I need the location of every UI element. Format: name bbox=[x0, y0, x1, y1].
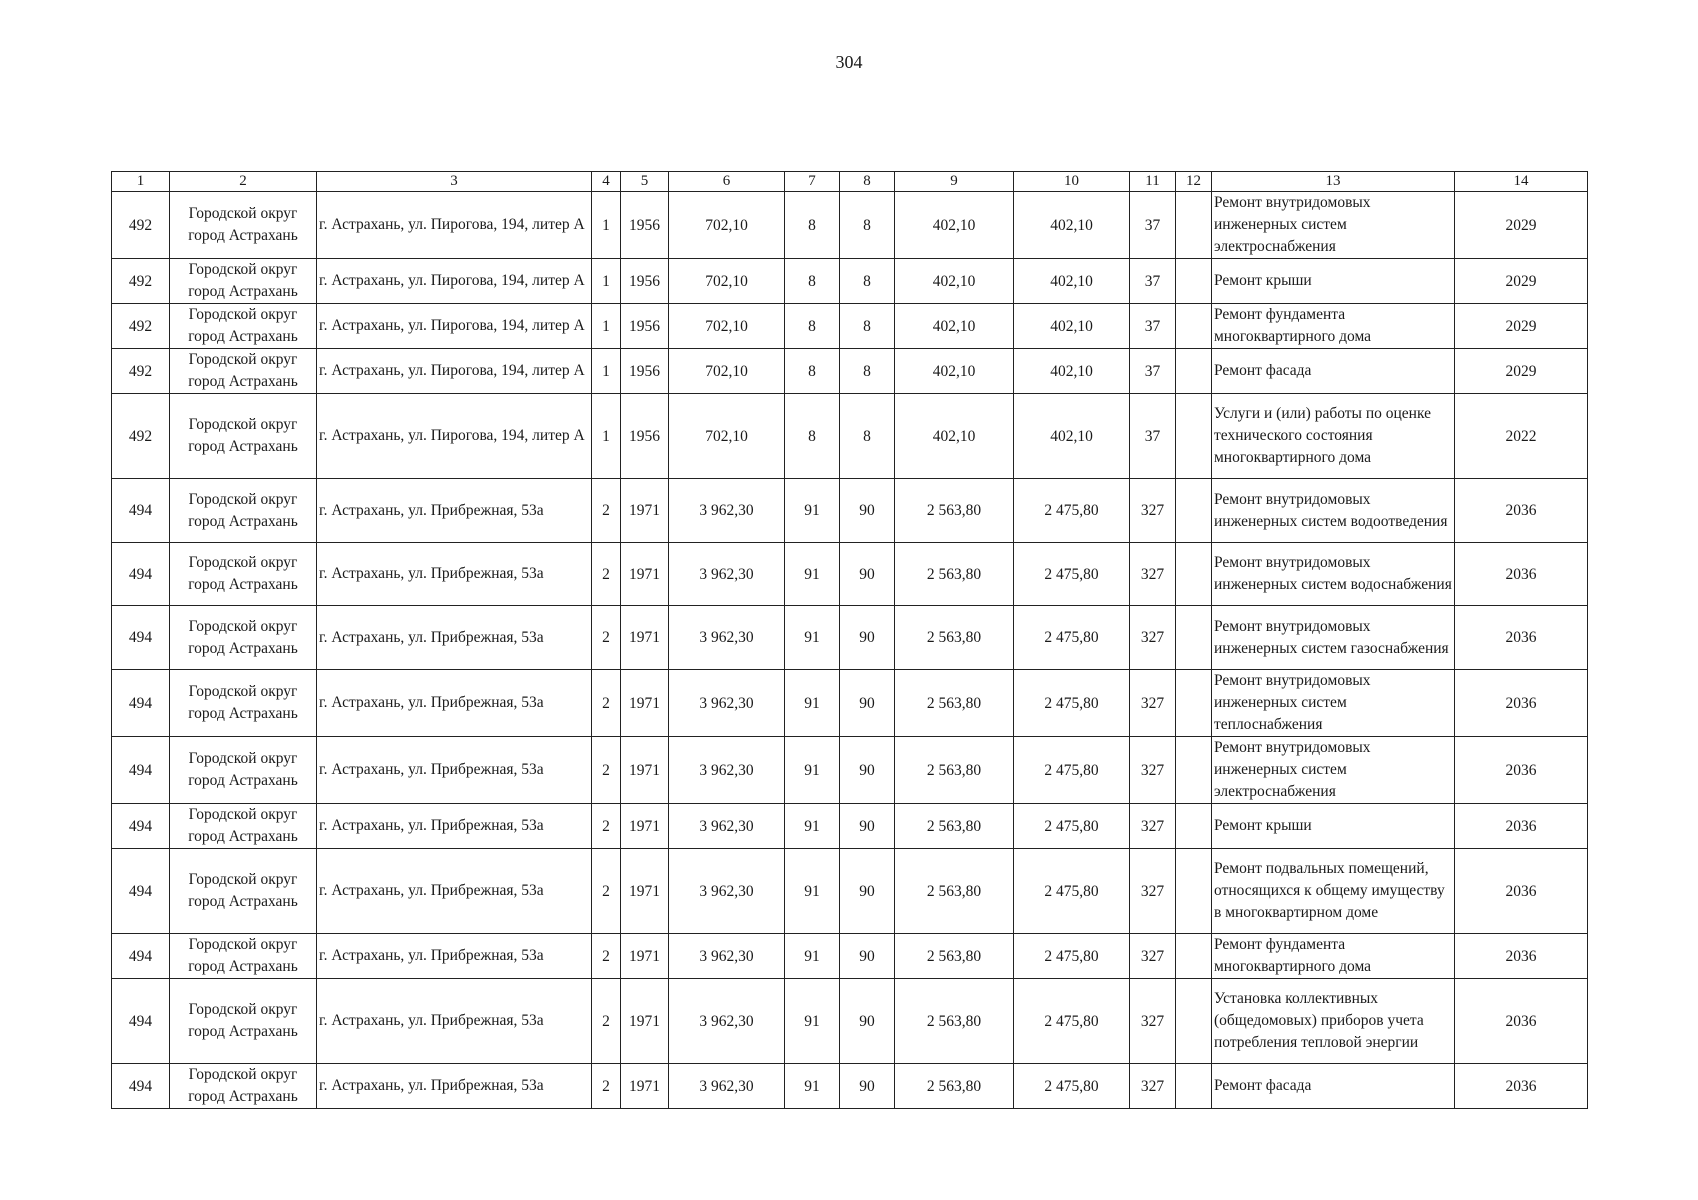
cell-col-9: 2 563,80 bbox=[895, 1064, 1014, 1109]
cell-col-1: 492 bbox=[112, 259, 170, 304]
cell-col-13: Услуги и (или) работы по оценке технического состояния многоквартирного дома bbox=[1212, 394, 1455, 479]
cell-col-8: 90 bbox=[840, 934, 895, 979]
cell-col-1: 494 bbox=[112, 606, 170, 670]
cell-col-8: 90 bbox=[840, 670, 895, 737]
cell-col-11: 327 bbox=[1130, 1064, 1176, 1109]
cell-col-1: 494 bbox=[112, 934, 170, 979]
cell-col-6: 3 962,30 bbox=[669, 979, 785, 1064]
cell-col-7: 91 bbox=[785, 849, 840, 934]
cell-col-2: Городской округ город Астрахань bbox=[170, 192, 317, 259]
table-row bbox=[112, 192, 1588, 259]
cell-col-3: г. Астрахань, ул. Прибрежная, 53а bbox=[317, 606, 592, 670]
cell-col-12 bbox=[1176, 304, 1212, 349]
cell-col-11: 327 bbox=[1130, 849, 1176, 934]
cell-col-8: 8 bbox=[840, 349, 895, 394]
cell-col-7: 91 bbox=[785, 543, 840, 606]
cell-col-10: 402,10 bbox=[1014, 394, 1130, 479]
cell-col-5: 1971 bbox=[621, 670, 669, 737]
cell-col-11: 327 bbox=[1130, 479, 1176, 543]
cell-col-2: Городской округ город Астрахань bbox=[170, 259, 317, 304]
cell-col-7: 8 bbox=[785, 259, 840, 304]
cell-col-5: 1956 bbox=[621, 259, 669, 304]
cell-col-12 bbox=[1176, 670, 1212, 737]
cell-col-2: Городской округ город Астрахань bbox=[170, 543, 317, 606]
cell-col-1: 494 bbox=[112, 804, 170, 849]
cell-col-1: 494 bbox=[112, 543, 170, 606]
cell-col-13: Ремонт внутридомовых инженерных систем электроснабжения bbox=[1212, 737, 1455, 804]
cell-col-9: 2 563,80 bbox=[895, 737, 1014, 804]
cell-col-5: 1971 bbox=[621, 849, 669, 934]
cell-col-5: 1971 bbox=[621, 737, 669, 804]
cell-col-6: 3 962,30 bbox=[669, 606, 785, 670]
cell-col-3: г. Астрахань, ул. Прибрежная, 53а bbox=[317, 479, 592, 543]
cell-col-13: Ремонт внутридомовых инженерных систем газоснабжения bbox=[1212, 606, 1455, 670]
cell-col-2: Городской округ город Астрахань bbox=[170, 349, 317, 394]
cell-col-10: 402,10 bbox=[1014, 259, 1130, 304]
cell-col-3: г. Астрахань, ул. Прибрежная, 53а bbox=[317, 737, 592, 804]
cell-col-1: 494 bbox=[112, 479, 170, 543]
column-number: 10 bbox=[1014, 172, 1130, 192]
cell-col-14: 2036 bbox=[1455, 606, 1588, 670]
cell-col-9: 402,10 bbox=[895, 349, 1014, 394]
cell-col-6: 702,10 bbox=[669, 259, 785, 304]
cell-col-6: 702,10 bbox=[669, 304, 785, 349]
repair-schedule-table bbox=[111, 171, 1588, 1109]
cell-col-11: 37 bbox=[1130, 394, 1176, 479]
column-number: 7 bbox=[785, 172, 840, 192]
table-row bbox=[112, 670, 1588, 737]
cell-col-14: 2029 bbox=[1455, 259, 1588, 304]
cell-col-7: 91 bbox=[785, 934, 840, 979]
cell-col-2: Городской округ город Астрахань bbox=[170, 304, 317, 349]
cell-col-1: 494 bbox=[112, 979, 170, 1064]
cell-col-4: 2 bbox=[592, 804, 621, 849]
cell-col-11: 327 bbox=[1130, 934, 1176, 979]
cell-col-6: 3 962,30 bbox=[669, 670, 785, 737]
cell-col-8: 90 bbox=[840, 479, 895, 543]
cell-col-5: 1956 bbox=[621, 304, 669, 349]
cell-col-7: 8 bbox=[785, 304, 840, 349]
cell-col-5: 1971 bbox=[621, 979, 669, 1064]
cell-col-5: 1971 bbox=[621, 606, 669, 670]
cell-col-12 bbox=[1176, 349, 1212, 394]
cell-col-10: 402,10 bbox=[1014, 192, 1130, 259]
cell-col-4: 2 bbox=[592, 934, 621, 979]
cell-col-3: г. Астрахань, ул. Пирогова, 194, литер А bbox=[317, 192, 592, 259]
column-number: 14 bbox=[1455, 172, 1588, 192]
cell-col-4: 2 bbox=[592, 670, 621, 737]
cell-col-6: 702,10 bbox=[669, 394, 785, 479]
cell-col-4: 1 bbox=[592, 394, 621, 479]
cell-col-13: Ремонт фасада bbox=[1212, 349, 1455, 394]
cell-col-5: 1956 bbox=[621, 394, 669, 479]
cell-col-11: 37 bbox=[1130, 192, 1176, 259]
cell-col-11: 327 bbox=[1130, 979, 1176, 1064]
cell-col-11: 37 bbox=[1130, 259, 1176, 304]
cell-col-14: 2036 bbox=[1455, 934, 1588, 979]
cell-col-14: 2036 bbox=[1455, 670, 1588, 737]
cell-col-7: 91 bbox=[785, 979, 840, 1064]
column-number-row bbox=[112, 172, 1588, 192]
cell-col-5: 1956 bbox=[621, 349, 669, 394]
cell-col-4: 1 bbox=[592, 304, 621, 349]
cell-col-2: Городской округ город Астрахань bbox=[170, 737, 317, 804]
cell-col-6: 3 962,30 bbox=[669, 737, 785, 804]
cell-col-13: Ремонт внутридомовых инженерных систем электроснабжения bbox=[1212, 192, 1455, 259]
cell-col-3: г. Астрахань, ул. Прибрежная, 53а bbox=[317, 543, 592, 606]
column-number: 6 bbox=[669, 172, 785, 192]
cell-col-12 bbox=[1176, 543, 1212, 606]
cell-col-12 bbox=[1176, 1064, 1212, 1109]
cell-col-11: 327 bbox=[1130, 670, 1176, 737]
table-row bbox=[112, 1064, 1588, 1109]
cell-col-9: 2 563,80 bbox=[895, 543, 1014, 606]
cell-col-6: 3 962,30 bbox=[669, 934, 785, 979]
cell-col-1: 492 bbox=[112, 304, 170, 349]
cell-col-10: 2 475,80 bbox=[1014, 543, 1130, 606]
cell-col-10: 402,10 bbox=[1014, 349, 1130, 394]
cell-col-13: Ремонт внутридомовых инженерных систем водоснабжения bbox=[1212, 543, 1455, 606]
cell-col-10: 2 475,80 bbox=[1014, 934, 1130, 979]
cell-col-7: 8 bbox=[785, 192, 840, 259]
cell-col-8: 90 bbox=[840, 543, 895, 606]
cell-col-14: 2036 bbox=[1455, 479, 1588, 543]
cell-col-3: г. Астрахань, ул. Пирогова, 194, литер А bbox=[317, 394, 592, 479]
cell-col-3: г. Астрахань, ул. Прибрежная, 53а bbox=[317, 934, 592, 979]
cell-col-12 bbox=[1176, 479, 1212, 543]
cell-col-2: Городской округ город Астрахань bbox=[170, 394, 317, 479]
cell-col-9: 2 563,80 bbox=[895, 979, 1014, 1064]
cell-col-8: 8 bbox=[840, 192, 895, 259]
cell-col-6: 3 962,30 bbox=[669, 804, 785, 849]
cell-col-3: г. Астрахань, ул. Прибрежная, 53а bbox=[317, 670, 592, 737]
page-number: 304 bbox=[835, 52, 863, 72]
cell-col-10: 2 475,80 bbox=[1014, 737, 1130, 804]
cell-col-8: 8 bbox=[840, 394, 895, 479]
cell-col-1: 492 bbox=[112, 394, 170, 479]
cell-col-14: 2036 bbox=[1455, 737, 1588, 804]
cell-col-4: 2 bbox=[592, 737, 621, 804]
cell-col-2: Городской округ город Астрахань bbox=[170, 934, 317, 979]
column-number: 11 bbox=[1130, 172, 1176, 192]
cell-col-14: 2029 bbox=[1455, 349, 1588, 394]
cell-col-4: 2 bbox=[592, 849, 621, 934]
cell-col-1: 494 bbox=[112, 1064, 170, 1109]
cell-col-10: 2 475,80 bbox=[1014, 670, 1130, 737]
cell-col-14: 2029 bbox=[1455, 304, 1588, 349]
cell-col-10: 2 475,80 bbox=[1014, 606, 1130, 670]
cell-col-14: 2036 bbox=[1455, 849, 1588, 934]
cell-col-11: 37 bbox=[1130, 304, 1176, 349]
cell-col-12 bbox=[1176, 979, 1212, 1064]
column-number: 2 bbox=[170, 172, 317, 192]
cell-col-5: 1971 bbox=[621, 934, 669, 979]
cell-col-14: 2036 bbox=[1455, 543, 1588, 606]
cell-col-7: 91 bbox=[785, 606, 840, 670]
cell-col-7: 91 bbox=[785, 670, 840, 737]
cell-col-10: 2 475,80 bbox=[1014, 849, 1130, 934]
cell-col-8: 90 bbox=[840, 606, 895, 670]
cell-col-3: г. Астрахань, ул. Пирогова, 194, литер А bbox=[317, 259, 592, 304]
cell-col-6: 702,10 bbox=[669, 349, 785, 394]
cell-col-8: 8 bbox=[840, 259, 895, 304]
cell-col-2: Городской округ город Астрахань bbox=[170, 606, 317, 670]
cell-col-5: 1971 bbox=[621, 804, 669, 849]
table-row bbox=[112, 259, 1588, 304]
cell-col-3: г. Астрахань, ул. Прибрежная, 53а bbox=[317, 804, 592, 849]
cell-col-5: 1971 bbox=[621, 543, 669, 606]
cell-col-13: Ремонт внутридомовых инженерных систем водоотведения bbox=[1212, 479, 1455, 543]
cell-col-9: 2 563,80 bbox=[895, 849, 1014, 934]
column-number: 3 bbox=[317, 172, 592, 192]
cell-col-8: 90 bbox=[840, 737, 895, 804]
column-number: 4 bbox=[592, 172, 621, 192]
cell-col-6: 3 962,30 bbox=[669, 543, 785, 606]
table-row bbox=[112, 349, 1588, 394]
cell-col-3: г. Астрахань, ул. Пирогова, 194, литер А bbox=[317, 304, 592, 349]
cell-col-12 bbox=[1176, 804, 1212, 849]
cell-col-2: Городской округ город Астрахань bbox=[170, 804, 317, 849]
cell-col-9: 2 563,80 bbox=[895, 670, 1014, 737]
cell-col-9: 402,10 bbox=[895, 304, 1014, 349]
cell-col-4: 2 bbox=[592, 979, 621, 1064]
cell-col-6: 3 962,30 bbox=[669, 479, 785, 543]
cell-col-9: 2 563,80 bbox=[895, 479, 1014, 543]
cell-col-4: 1 bbox=[592, 349, 621, 394]
column-number: 12 bbox=[1176, 172, 1212, 192]
cell-col-10: 402,10 bbox=[1014, 304, 1130, 349]
cell-col-4: 2 bbox=[592, 479, 621, 543]
cell-col-12 bbox=[1176, 934, 1212, 979]
cell-col-11: 327 bbox=[1130, 737, 1176, 804]
cell-col-4: 2 bbox=[592, 606, 621, 670]
cell-col-12 bbox=[1176, 259, 1212, 304]
cell-col-12 bbox=[1176, 737, 1212, 804]
cell-col-2: Городской округ город Астрахань bbox=[170, 1064, 317, 1109]
cell-col-2: Городской округ город Астрахань bbox=[170, 670, 317, 737]
cell-col-7: 91 bbox=[785, 804, 840, 849]
cell-col-1: 494 bbox=[112, 670, 170, 737]
column-number: 13 bbox=[1212, 172, 1455, 192]
column-number: 1 bbox=[112, 172, 170, 192]
table-row bbox=[112, 804, 1588, 849]
cell-col-11: 327 bbox=[1130, 804, 1176, 849]
cell-col-13: Ремонт крыши bbox=[1212, 259, 1455, 304]
cell-col-3: г. Астрахань, ул. Прибрежная, 53а bbox=[317, 979, 592, 1064]
cell-col-4: 1 bbox=[592, 259, 621, 304]
cell-col-3: г. Астрахань, ул. Пирогова, 194, литер А bbox=[317, 349, 592, 394]
cell-col-14: 2036 bbox=[1455, 804, 1588, 849]
cell-col-3: г. Астрахань, ул. Прибрежная, 53а bbox=[317, 849, 592, 934]
cell-col-1: 494 bbox=[112, 849, 170, 934]
cell-col-12 bbox=[1176, 849, 1212, 934]
cell-col-10: 2 475,80 bbox=[1014, 979, 1130, 1064]
cell-col-13: Ремонт внутридомовых инженерных систем теплоснабжения bbox=[1212, 670, 1455, 737]
cell-col-8: 8 bbox=[840, 304, 895, 349]
table-row bbox=[112, 849, 1588, 934]
cell-col-9: 2 563,80 bbox=[895, 934, 1014, 979]
table-row bbox=[112, 479, 1588, 543]
cell-col-14: 2022 bbox=[1455, 394, 1588, 479]
cell-col-14: 2036 bbox=[1455, 1064, 1588, 1109]
cell-col-12 bbox=[1176, 394, 1212, 479]
cell-col-4: 2 bbox=[592, 543, 621, 606]
cell-col-13: Ремонт фундамента многоквартирного дома bbox=[1212, 934, 1455, 979]
cell-col-14: 2029 bbox=[1455, 192, 1588, 259]
cell-col-7: 91 bbox=[785, 1064, 840, 1109]
cell-col-11: 327 bbox=[1130, 543, 1176, 606]
column-number: 5 bbox=[621, 172, 669, 192]
cell-col-6: 3 962,30 bbox=[669, 849, 785, 934]
cell-col-7: 8 bbox=[785, 349, 840, 394]
cell-col-13: Установка коллективных (общедомовых) приборов учета потребления тепловой энергии bbox=[1212, 979, 1455, 1064]
cell-col-6: 3 962,30 bbox=[669, 1064, 785, 1109]
cell-col-13: Ремонт крыши bbox=[1212, 804, 1455, 849]
cell-col-8: 90 bbox=[840, 804, 895, 849]
cell-col-7: 8 bbox=[785, 394, 840, 479]
column-number: 8 bbox=[840, 172, 895, 192]
cell-col-8: 90 bbox=[840, 849, 895, 934]
table-row bbox=[112, 394, 1588, 479]
cell-col-12 bbox=[1176, 192, 1212, 259]
cell-col-5: 1956 bbox=[621, 192, 669, 259]
cell-col-1: 492 bbox=[112, 192, 170, 259]
table-row bbox=[112, 606, 1588, 670]
cell-col-10: 2 475,80 bbox=[1014, 804, 1130, 849]
cell-col-13: Ремонт фундамента многоквартирного дома bbox=[1212, 304, 1455, 349]
cell-col-7: 91 bbox=[785, 737, 840, 804]
cell-col-9: 402,10 bbox=[895, 259, 1014, 304]
cell-col-2: Городской округ город Астрахань bbox=[170, 479, 317, 543]
cell-col-11: 37 bbox=[1130, 349, 1176, 394]
table-row bbox=[112, 304, 1588, 349]
cell-col-10: 2 475,80 bbox=[1014, 1064, 1130, 1109]
table-row bbox=[112, 543, 1588, 606]
cell-col-1: 492 bbox=[112, 349, 170, 394]
cell-col-1: 494 bbox=[112, 737, 170, 804]
cell-col-2: Городской округ город Астрахань bbox=[170, 979, 317, 1064]
cell-col-10: 2 475,80 bbox=[1014, 479, 1130, 543]
cell-col-9: 402,10 bbox=[895, 394, 1014, 479]
cell-col-3: г. Астрахань, ул. Прибрежная, 53а bbox=[317, 1064, 592, 1109]
table-row bbox=[112, 979, 1588, 1064]
cell-col-12 bbox=[1176, 606, 1212, 670]
column-number: 9 bbox=[895, 172, 1014, 192]
cell-col-8: 90 bbox=[840, 979, 895, 1064]
cell-col-11: 327 bbox=[1130, 606, 1176, 670]
cell-col-4: 1 bbox=[592, 192, 621, 259]
cell-col-9: 2 563,80 bbox=[895, 606, 1014, 670]
cell-col-8: 90 bbox=[840, 1064, 895, 1109]
cell-col-9: 402,10 bbox=[895, 192, 1014, 259]
table-row bbox=[112, 737, 1588, 804]
cell-col-2: Городской округ город Астрахань bbox=[170, 849, 317, 934]
cell-col-9: 2 563,80 bbox=[895, 804, 1014, 849]
cell-col-6: 702,10 bbox=[669, 192, 785, 259]
cell-col-4: 2 bbox=[592, 1064, 621, 1109]
cell-col-14: 2036 bbox=[1455, 979, 1588, 1064]
cell-col-5: 1971 bbox=[621, 1064, 669, 1109]
cell-col-13: Ремонт подвальных помещений, относящихся к общему имуществу в многоквартирном доме bbox=[1212, 849, 1455, 934]
cell-col-13: Ремонт фасада bbox=[1212, 1064, 1455, 1109]
cell-col-7: 91 bbox=[785, 479, 840, 543]
table-row bbox=[112, 934, 1588, 979]
cell-col-5: 1971 bbox=[621, 479, 669, 543]
